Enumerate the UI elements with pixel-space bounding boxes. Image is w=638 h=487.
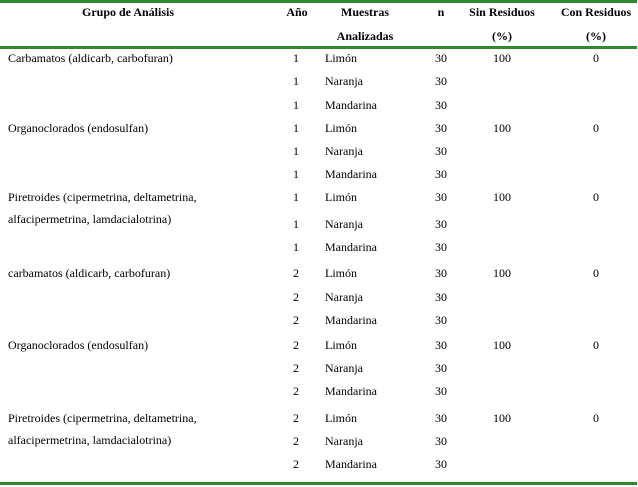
con-residuos-cell: 0: [593, 190, 599, 204]
anio-cell: 2: [293, 361, 299, 375]
con-residuos-cell: 0: [593, 266, 599, 280]
n-cell: 30: [435, 144, 447, 158]
muestra-cell: Naranja: [325, 290, 363, 304]
header-grupo: Grupo de Análisis: [81, 5, 175, 19]
anio-cell: 1: [293, 121, 299, 135]
header-sin-line1: Sin Residuos: [469, 5, 535, 19]
header-muestras-line2: Analizadas: [336, 29, 394, 43]
n-cell: 30: [435, 457, 447, 471]
anio-cell: 1: [293, 167, 299, 181]
n-cell: 30: [435, 361, 447, 375]
n-cell: 30: [435, 290, 447, 304]
n-cell: 30: [435, 217, 447, 231]
sin-residuos-cell: 100: [493, 121, 511, 135]
anio-cell: 1: [293, 98, 299, 112]
muestra-cell: Mandarina: [325, 457, 377, 471]
muestra-cell: Mandarina: [325, 167, 377, 181]
n-cell: 30: [435, 384, 447, 398]
anio-cell: 1: [293, 51, 299, 65]
table-bottom-rule: [0, 482, 637, 485]
n-cell: 30: [435, 266, 447, 280]
muestra-cell: Limón: [325, 190, 357, 204]
header-n: n: [437, 5, 445, 19]
con-residuos-cell: 0: [593, 51, 599, 65]
n-cell: 30: [435, 411, 447, 425]
muestra-cell: Naranja: [325, 434, 363, 448]
sin-residuos-cell: 100: [493, 266, 511, 280]
anio-cell: 2: [293, 434, 299, 448]
anio-cell: 2: [293, 384, 299, 398]
n-cell: 30: [435, 98, 447, 112]
header-muestras: [318, 0, 412, 48]
n-cell: 30: [435, 240, 447, 254]
grupo-cell: Organoclorados (endosulfan): [8, 121, 149, 135]
n-cell: 30: [435, 338, 447, 352]
muestra-cell: Naranja: [325, 217, 363, 231]
header-muestras-line1: Muestras: [341, 5, 389, 19]
con-residuos-cell: 0: [593, 411, 599, 425]
anio-cell: 1: [293, 240, 299, 254]
muestra-cell: Mandarina: [325, 384, 377, 398]
con-residuos-cell: 0: [593, 338, 599, 352]
n-cell: 30: [435, 190, 447, 204]
sin-residuos-cell: 100: [493, 51, 511, 65]
n-cell: 30: [435, 434, 447, 448]
muestra-cell: Mandarina: [325, 98, 377, 112]
muestra-cell: Naranja: [325, 144, 363, 158]
anio-cell: 1: [293, 217, 299, 231]
anio-cell: 2: [293, 290, 299, 304]
anio-cell: 2: [293, 266, 299, 280]
anio-cell: 2: [293, 313, 299, 327]
anio-cell: 2: [293, 457, 299, 471]
muestra-cell: Mandarina: [325, 240, 377, 254]
con-residuos-cell: 0: [593, 121, 599, 135]
n-cell: 30: [435, 313, 447, 327]
anio-cell: 2: [293, 411, 299, 425]
header-sin-residuos: [460, 0, 544, 48]
anio-cell: 1: [293, 144, 299, 158]
muestra-cell: Limón: [325, 121, 357, 135]
sin-residuos-cell: 100: [493, 338, 511, 352]
muestra-cell: Naranja: [325, 361, 363, 375]
n-cell: 30: [435, 74, 447, 88]
grupo-cell: Piretroides (cipermetrina, deltametrina, alfacipermetrina, lamdacialotrina): [8, 190, 197, 226]
muestra-cell: Naranja: [325, 74, 363, 88]
header-con-line2: (%): [586, 29, 606, 43]
header-con-line1: Con Residuos: [560, 5, 632, 19]
n-cell: 30: [435, 167, 447, 181]
grupo-cell: Piretroides (cipermetrina, deltametrina, alfacipermetrina, lamdacialotrina): [8, 411, 197, 447]
n-cell: 30: [435, 121, 447, 135]
grupo-cell: Organoclorados (endosulfan): [8, 338, 149, 352]
anio-cell: 1: [293, 74, 299, 88]
anio-cell: 1: [293, 190, 299, 204]
header-con-residuos: [554, 0, 638, 48]
sin-residuos-cell: 100: [493, 411, 511, 425]
muestra-cell: Limón: [325, 338, 357, 352]
n-cell: 30: [435, 51, 447, 65]
muestra-cell: Mandarina: [325, 313, 377, 327]
anio-cell: 2: [293, 338, 299, 352]
header-sin-line2: (%): [492, 29, 512, 43]
sin-residuos-cell: 100: [493, 190, 511, 204]
grupo-cell: Carbamatos (aldicarb, carbofuran): [8, 51, 173, 65]
muestra-cell: Limón: [325, 266, 357, 280]
grupo-cell: carbamatos (aldicarb, carbofuran): [8, 266, 171, 280]
muestra-cell: Limón: [325, 411, 357, 425]
header-anio: Año: [286, 5, 308, 19]
muestra-cell: Limón: [325, 51, 357, 65]
